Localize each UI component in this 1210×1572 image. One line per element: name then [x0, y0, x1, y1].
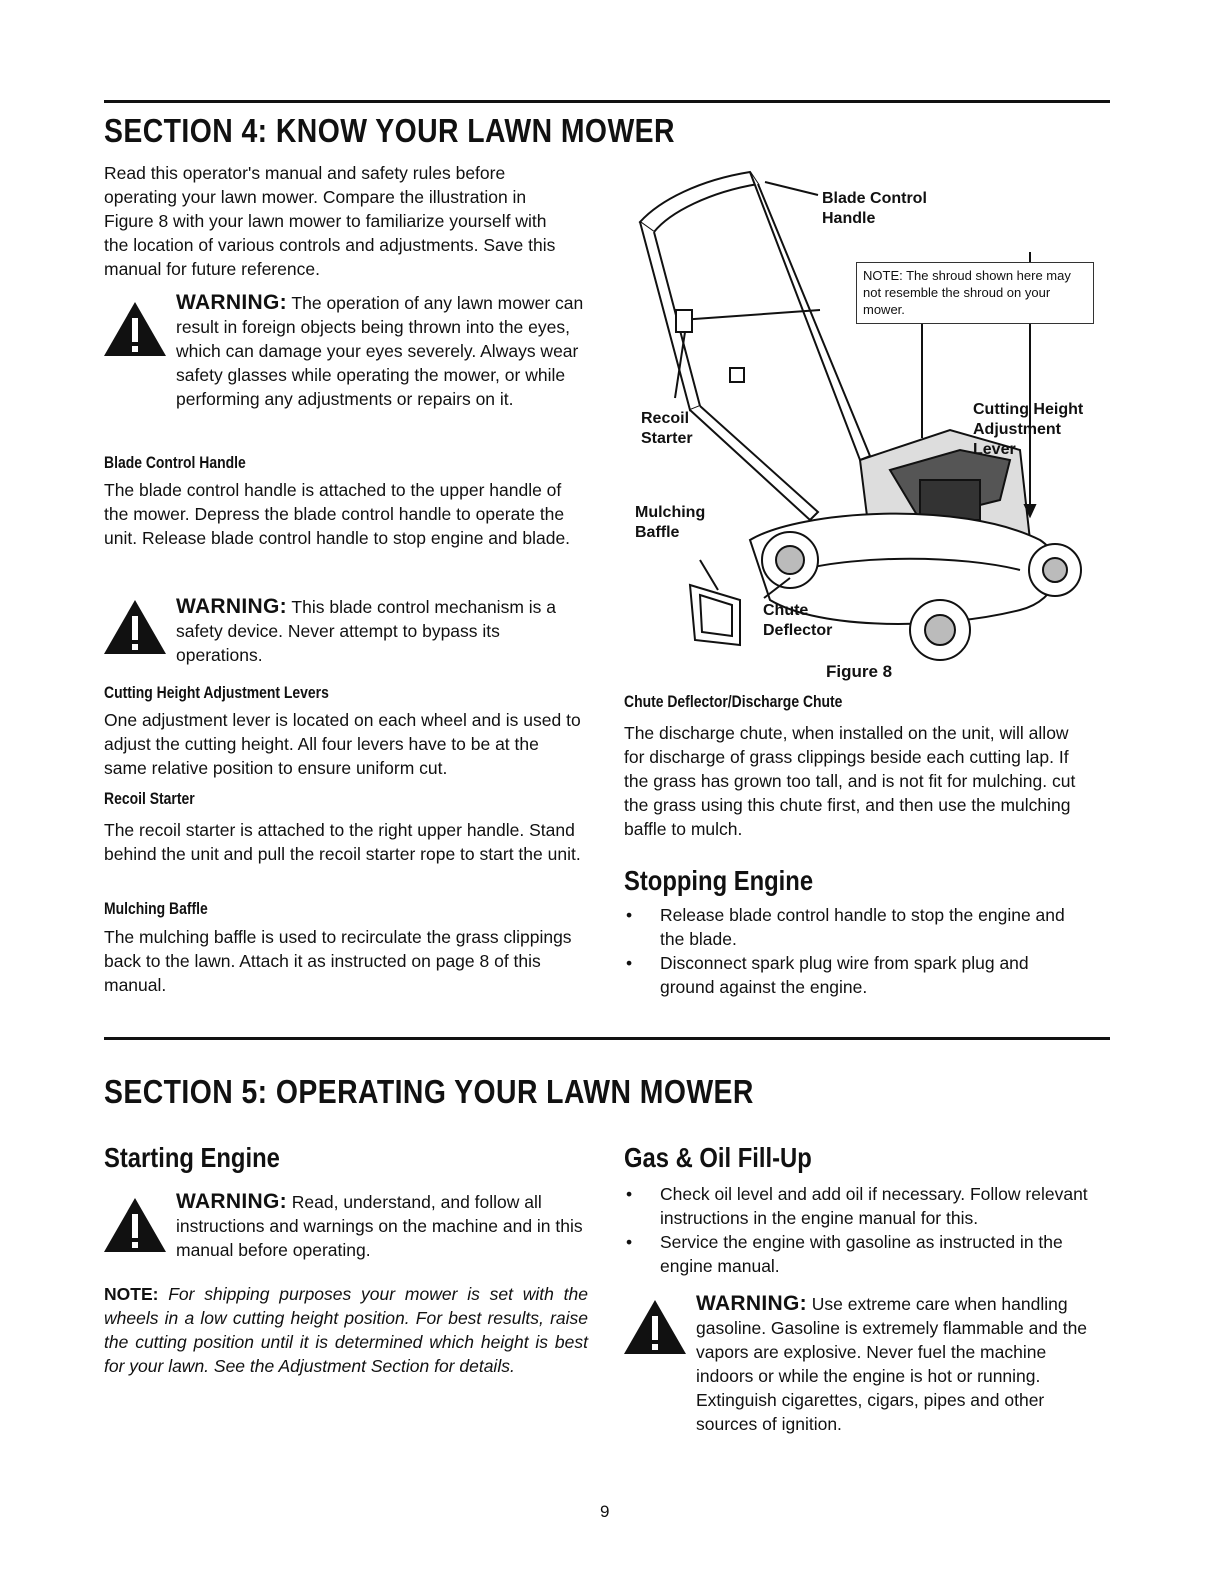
heading-starting-engine: Starting Engine [104, 1142, 280, 1173]
bullet-icon: • [626, 953, 633, 973]
heading-stopping-engine: Stopping Engine [624, 865, 814, 896]
heading-chute-deflector: Chute Deflector/Discharge Chute [624, 692, 843, 711]
figure-label-chute-deflector: Chute Deflector [763, 602, 833, 639]
cutting-height-paragraph: One adjustment lever is located on each wheel and is used to adjust the cutting height. All four levers have to be at the same relative position to ensure uniform cut. [104, 710, 581, 778]
bullet-icon: • [626, 1184, 633, 1204]
warning-triangle-icon [102, 1196, 168, 1254]
heading-recoil-starter: Recoil Starter [104, 789, 195, 808]
gas-oil-list [624, 1182, 1094, 1278]
figure-label-mulching-baffle: Mulching Baffle [635, 504, 706, 541]
heading-mulching-baffle: Mulching Baffle [104, 899, 208, 918]
stopping-engine-list [624, 903, 1084, 999]
list-item: • Disconnect spark plug wire from spark plug and ground against the engine. [626, 953, 1029, 997]
warning-blade-hazard [176, 291, 588, 411]
warning-read-manual [176, 1190, 588, 1262]
figure-note-shroud: NOTE: The shroud shown here may not resemble the shroud on your mower. [856, 262, 1094, 324]
warning-label: WARNING: [176, 1190, 287, 1213]
warning-body: Read, understand, and follow all instructions and warnings on the machine and in this manual before operating. [176, 1192, 583, 1260]
intro-paragraph: Read this operator's manual and safety rules before operating your lawn mower. Compare the illustration in Figure 8 with your lawn mower to familiarize yourself with the location of various controls and adjustments. Save this manual for future reference. [104, 163, 556, 279]
starting-note [104, 1282, 588, 1378]
warning-safety-device [176, 595, 588, 667]
warning-label: WARNING: [176, 595, 287, 618]
heading-cutting-height: Cutting Height Adjustment Levers [104, 683, 329, 702]
section-5-title: SECTION 5: OPERATING YOUR LAWN MOWER [104, 1073, 754, 1110]
chute-deflector-paragraph: The discharge chute, when installed on the unit, will allow for discharge of grass clippings beside each cutting lap. If the grass has grown too tall, and is not fit for mulching. cut the grass using this chute first, and then use the mulching baffle to mulch. [624, 723, 1076, 839]
heading-blade-control-handle: Blade Control Handle [104, 453, 246, 472]
heading-gas-oil: Gas & Oil Fill-Up [624, 1142, 812, 1173]
section-4-rule [104, 100, 1110, 103]
figure-caption: Figure 8 [826, 662, 893, 681]
note-label: NOTE: [104, 1284, 159, 1304]
section-4-title: SECTION 4: KNOW YOUR LAWN MOWER [104, 112, 675, 149]
list-item: • Check oil level and add oil if necessary. Follow relevant instructions in the engine manual for this. [626, 1184, 1088, 1228]
warning-label: WARNING: [696, 1292, 807, 1315]
list-item: • Service the engine with gasoline as instructed in the engine manual. [626, 1232, 1063, 1276]
warning-triangle-icon [102, 300, 168, 358]
page-number: 9 [600, 1502, 610, 1521]
mulching-baffle-paragraph: The mulching baffle is used to recirculate the grass clippings back to the lawn. Attach it as instructed on page 8 of this manual. [104, 927, 572, 995]
list-item: • Release blade control handle to stop the engine and the blade. [626, 905, 1065, 949]
bullet-icon: • [626, 905, 633, 925]
warning-body: This blade control mechanism is a safety device. Never attempt to bypass its operations. [176, 597, 556, 665]
warning-triangle-icon [622, 1298, 688, 1356]
note-body: For shipping purposes your mower is set with the wheels in a low cutting height position. For best results, raise the cutting position until it is determined which height is best for your lawn. See the Adjustment Section for details. [104, 1284, 588, 1376]
warning-triangle-icon [102, 598, 168, 656]
section-5-rule [104, 1037, 1110, 1040]
bullet-icon: • [626, 1232, 633, 1252]
warning-gasoline [696, 1292, 1108, 1436]
recoil-starter-paragraph: The recoil starter is attached to the right upper handle. Stand behind the unit and pull the recoil starter rope to start the unit. [104, 820, 581, 864]
figure-label-recoil-starter: Recoil Starter [641, 410, 693, 447]
warning-label: WARNING: [176, 291, 287, 314]
warning-body: Use extreme care when handling gasoline. Gasoline is extremely flammable and the vapors are explosive. Never fuel the machine indoors or while the engine is hot or running. Extinguish cigarettes, cigars, pipes and other sources of ignition. [696, 1294, 1088, 1434]
figure-label-cutting-height: Cutting Height Adjustment Lever [973, 401, 1084, 458]
warning-body: The operation of any lawn mower can result in foreign objects being thrown into the eyes, which can damage your eyes severely. Always wear safety glasses while operating the mower, or while performing any adjustments or repairs on it. [176, 293, 584, 409]
blade-control-paragraph: The blade control handle is attached to the upper handle of the mower. Depress the blade control handle to operate the unit. Release blade control handle to stop engine and blade. [104, 480, 571, 548]
figure-label-blade-control: Blade Control Handle [822, 190, 927, 227]
